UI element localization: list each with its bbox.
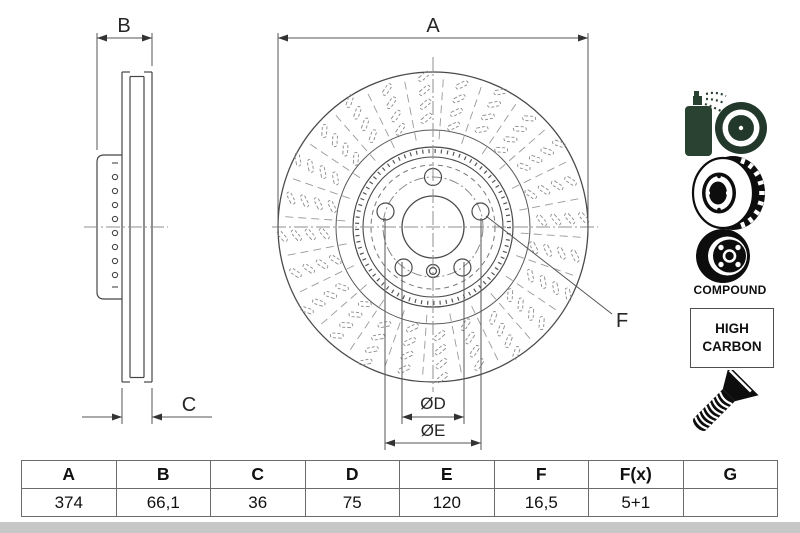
table-value-cell: 374 — [22, 489, 117, 517]
f-leader-line — [486, 216, 612, 314]
table-value-cell — [683, 489, 778, 517]
table-header-cell: D — [305, 461, 400, 489]
table-header-cell: F — [494, 461, 589, 489]
dim-label-c: C — [181, 394, 197, 416]
table-value-cell: 66,1 — [116, 489, 211, 517]
table-header-cell: F(x) — [589, 461, 684, 489]
table-header-cell: C — [211, 461, 306, 489]
coated-disc — [715, 102, 767, 154]
page-bottom-edge — [0, 522, 800, 533]
table-value-row — [22, 489, 778, 517]
hat-holes — [112, 163, 118, 287]
vented-disc-icon — [686, 154, 774, 232]
table-header-cell: A — [22, 461, 117, 489]
dimension-table — [21, 460, 778, 517]
table-header-cell: G — [683, 461, 778, 489]
table-header-row — [22, 461, 778, 489]
centerlines — [84, 57, 598, 392]
compound-disc-icon — [694, 226, 764, 290]
spray-can — [685, 106, 712, 156]
dim-label-b: B — [117, 15, 131, 37]
compound-label: COMPOUND — [693, 283, 767, 297]
table-value-cell: 120 — [400, 489, 495, 517]
dim-label-dia-e: ØE — [420, 421, 446, 440]
table-header-cell: B — [116, 461, 211, 489]
high-carbon-badge — [690, 308, 774, 368]
spray-coated-disc-icon — [681, 88, 773, 158]
table-value-cell: 75 — [305, 489, 400, 517]
table-value-cell: 36 — [211, 489, 306, 517]
dim-label-a: A — [426, 15, 440, 37]
high-carbon-line2: CARBON — [702, 339, 762, 354]
dimension-arrows — [97, 35, 588, 447]
dim-label-dia-d: ØD — [420, 394, 446, 413]
countersunk-screw-icon — [681, 370, 771, 438]
dim-label-f: F — [616, 310, 629, 332]
table-value-cell: 5+1 — [589, 489, 684, 517]
table-header-cell: E — [400, 461, 495, 489]
table-value-cell: 16,5 — [494, 489, 589, 517]
high-carbon-line1: HIGH — [715, 321, 749, 337]
